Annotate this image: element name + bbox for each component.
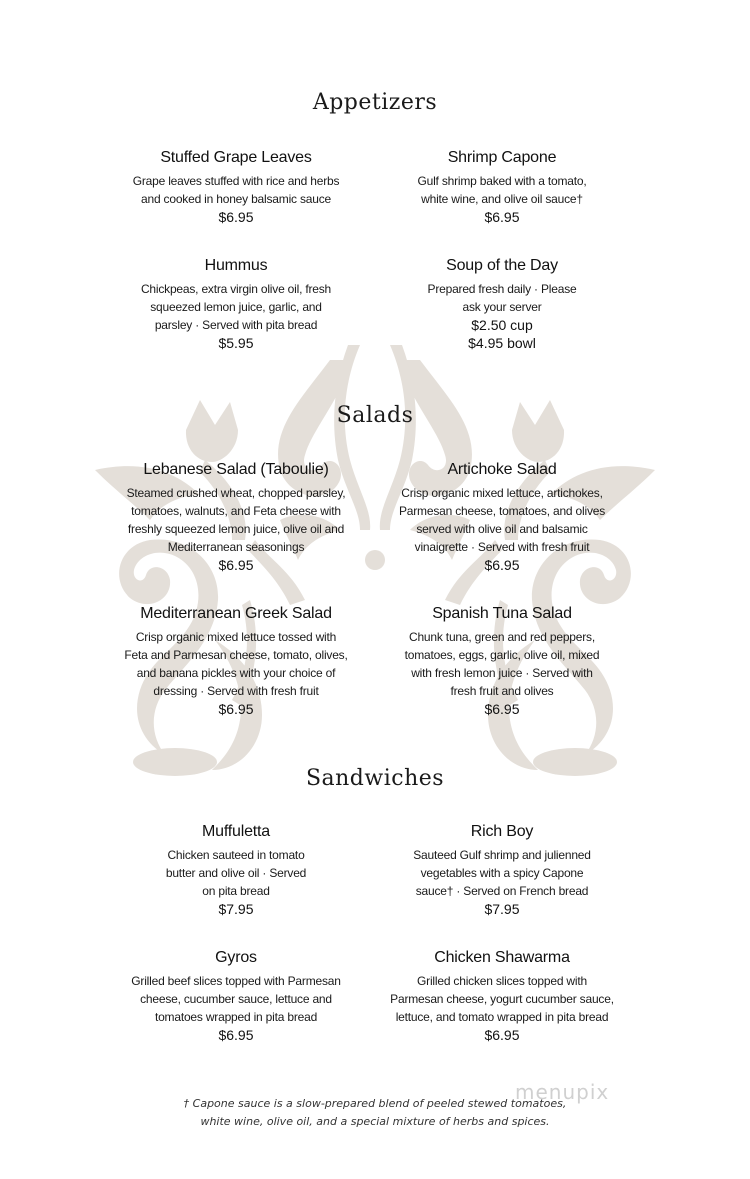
item-description: Sauteed Gulf shrimp and julienned vegetables with a spicy Capone sauce† · Served on French bread — [413, 848, 591, 898]
item-price: $6.95 — [218, 701, 254, 717]
item-price: $6.95 — [484, 701, 520, 717]
item-name: Artichoke Salad — [447, 461, 557, 478]
item-name: Chicken Shawarma — [434, 949, 570, 966]
item-price: $6.95 — [218, 209, 254, 225]
item-name: Rich Boy — [470, 823, 534, 840]
menu-item-gyros — [106, 948, 366, 1044]
item-name: Muffuletta — [202, 823, 270, 840]
item-description: Grilled beef slices topped with Parmesan cheese, cucumber sauce, lettuce and tomatoes wrapped in pita bread — [131, 974, 341, 1024]
item-price: $6.95 — [218, 1027, 254, 1043]
item-price-bowl: $4.95 bowl — [468, 335, 536, 351]
item-price: $5.95 — [218, 335, 254, 351]
item-description: Prepared fresh daily · Please ask your server — [427, 282, 577, 314]
item-name: Stuffed Grape Leaves — [160, 149, 312, 166]
item-description: Crisp organic mixed lettuce, artichokes, Parmesan cheese, tomatoes, and olives served with olive oil and balsamic vinaigrette · Served with fresh fruit — [398, 486, 606, 554]
menu-item-rich-boy — [372, 822, 632, 918]
section-title-sandwiches: Sandwiches — [305, 766, 445, 791]
menu-item-shrimp-capone — [372, 148, 632, 226]
item-price: $6.95 — [218, 557, 254, 573]
item-description: Chunk tuna, green and red peppers, tomatoes, eggs, garlic, olive oil, mixed with fresh lemon juice · Served with fresh fruit and olives — [404, 630, 600, 698]
menu-item-chicken-shawarma — [372, 948, 632, 1044]
item-description: Steamed crushed wheat, chopped parsley, tomatoes, walnuts, and Feta cheese with freshly squeezed lemon juice, olive oil and Mediterranean seasonings — [126, 486, 346, 554]
item-price: $6.95 — [484, 1027, 520, 1043]
item-description: Chicken sauteed in tomato butter and olive oil · Served on pita bread — [165, 848, 307, 898]
menu-item-hummus — [106, 256, 366, 352]
item-name: Soup of the Day — [446, 257, 558, 274]
menu-item-mediterranean-greek-salad — [106, 604, 366, 718]
item-name: Gyros — [215, 949, 257, 966]
item-price: $7.95 — [218, 901, 254, 917]
item-description: Grilled chicken slices topped with Parmesan cheese, yogurt cucumber sauce, lettuce, and tomato wrapped in pita bread — [390, 974, 614, 1024]
menu-item-soup-of-the-day — [372, 256, 632, 352]
item-description: Crisp organic mixed lettuce tossed with Feta and Parmesan cheese, tomato, olives, and banana pickles with your choice of dressing · Served with fresh fruit — [124, 630, 348, 698]
menu-item-artichoke-salad — [372, 460, 632, 574]
menu-item-spanish-tuna-salad — [372, 604, 632, 718]
item-price: $7.95 — [484, 901, 520, 917]
item-name: Spanish Tuna Salad — [432, 605, 572, 622]
item-name: Hummus — [204, 257, 268, 274]
item-description: Grape leaves stuffed with rice and herbs and cooked in honey balsamic sauce — [132, 174, 340, 206]
menu-item-lebanese-salad — [106, 460, 366, 574]
menu-item-stuffed-grape-leaves — [106, 148, 366, 226]
item-name: Shrimp Capone — [447, 149, 557, 166]
item-description: Gulf shrimp baked with a tomato, white wine, and olive oil sauce† — [417, 174, 587, 206]
section-title-salads: Salads — [336, 403, 414, 428]
item-price: $6.95 — [484, 209, 520, 225]
capone-sauce-footnote: † Capone sauce is a slow-prepared blend of peeled stewed tomatoes, white wine, olive oil, and a special mixture of herbs and spices. — [183, 1097, 567, 1128]
item-name: Lebanese Salad (Taboulie) — [143, 461, 329, 478]
item-price: $6.95 — [484, 557, 520, 573]
section-title-appetizers: Appetizers — [312, 90, 438, 115]
menupix-watermark: menupix — [515, 1080, 610, 1104]
item-price-cup: $2.50 cup — [471, 317, 533, 333]
menu-item-muffuletta — [106, 822, 366, 918]
item-name: Mediterranean Greek Salad — [140, 605, 332, 622]
item-description: Chickpeas, extra virgin olive oil, fresh squeezed lemon juice, garlic, and parsley · Served with pita bread — [140, 282, 332, 332]
